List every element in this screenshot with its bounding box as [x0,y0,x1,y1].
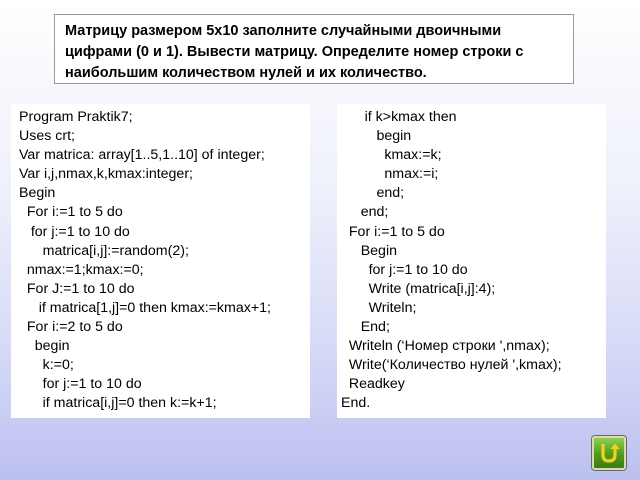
code-line: For J:=1 to 10 do [19,280,135,297]
code-line: Write(‘Количество нулей ',kmax); [341,357,562,374]
code-line: Var matrica: array[1..5,1..10] of integer; [19,147,265,164]
code-line: Writeln (‘Номер строки ',nmax); [341,338,550,355]
code-listing-right [337,104,606,418]
code-line: matrica[i,j]:=random(2); [19,242,189,259]
code-line: Var i,j,nmax,k,kmax:integer; [19,166,193,183]
code-line: For i:=1 to 5 do [19,204,123,221]
code-line: End; [341,319,390,336]
return-arrow-icon [597,441,621,465]
code-line: Write (matrica[i,j]:4); [341,280,496,297]
code-line: nmax:=i; [341,166,439,183]
code-line: Readkey [341,376,405,393]
code-line: end; [341,204,389,221]
code-line: nmax:=1;kmax:=0; [19,261,144,278]
code-line: begin [341,128,412,145]
code-line: begin [19,338,70,355]
code-line: if matrica[i,j]=0 then k:=k+1; [19,395,217,412]
return-button[interactable] [592,436,626,470]
code-line: if k>kmax then [341,109,457,125]
code-line: For i:=1 to 5 do [341,223,445,240]
code-line: if matrica[1,j]=0 then kmax:=kmax+1; [19,299,271,316]
code-line: Uses crt; [19,128,75,145]
code-line: for j:=1 to 10 do [341,261,468,278]
task-line: Матрицу размером 5х10 заполните случайными двоичными [65,23,502,39]
code-line: Writeln; [341,299,417,316]
code-line: Begin [341,242,397,259]
task-line: наибольшим количеством нулей и их количество. [65,65,427,81]
code-listing-left [11,104,310,418]
code-line: for j:=1 to 10 do [19,376,142,393]
code-line: for j:=1 to 10 do [19,223,130,240]
code-line: For i:=2 to 5 do [19,319,123,336]
task-line: цифрами (0 и 1). Вывести матрицу. Определите номер строки с [65,44,524,60]
code-line: Program Praktik7; [19,109,133,125]
code-line: k:=0; [19,357,74,374]
code-line: Begin [19,185,56,202]
code-line: end; [341,185,405,202]
task-description [54,14,574,84]
code-line: End. [341,395,371,412]
code-line: kmax:=k; [341,147,442,164]
